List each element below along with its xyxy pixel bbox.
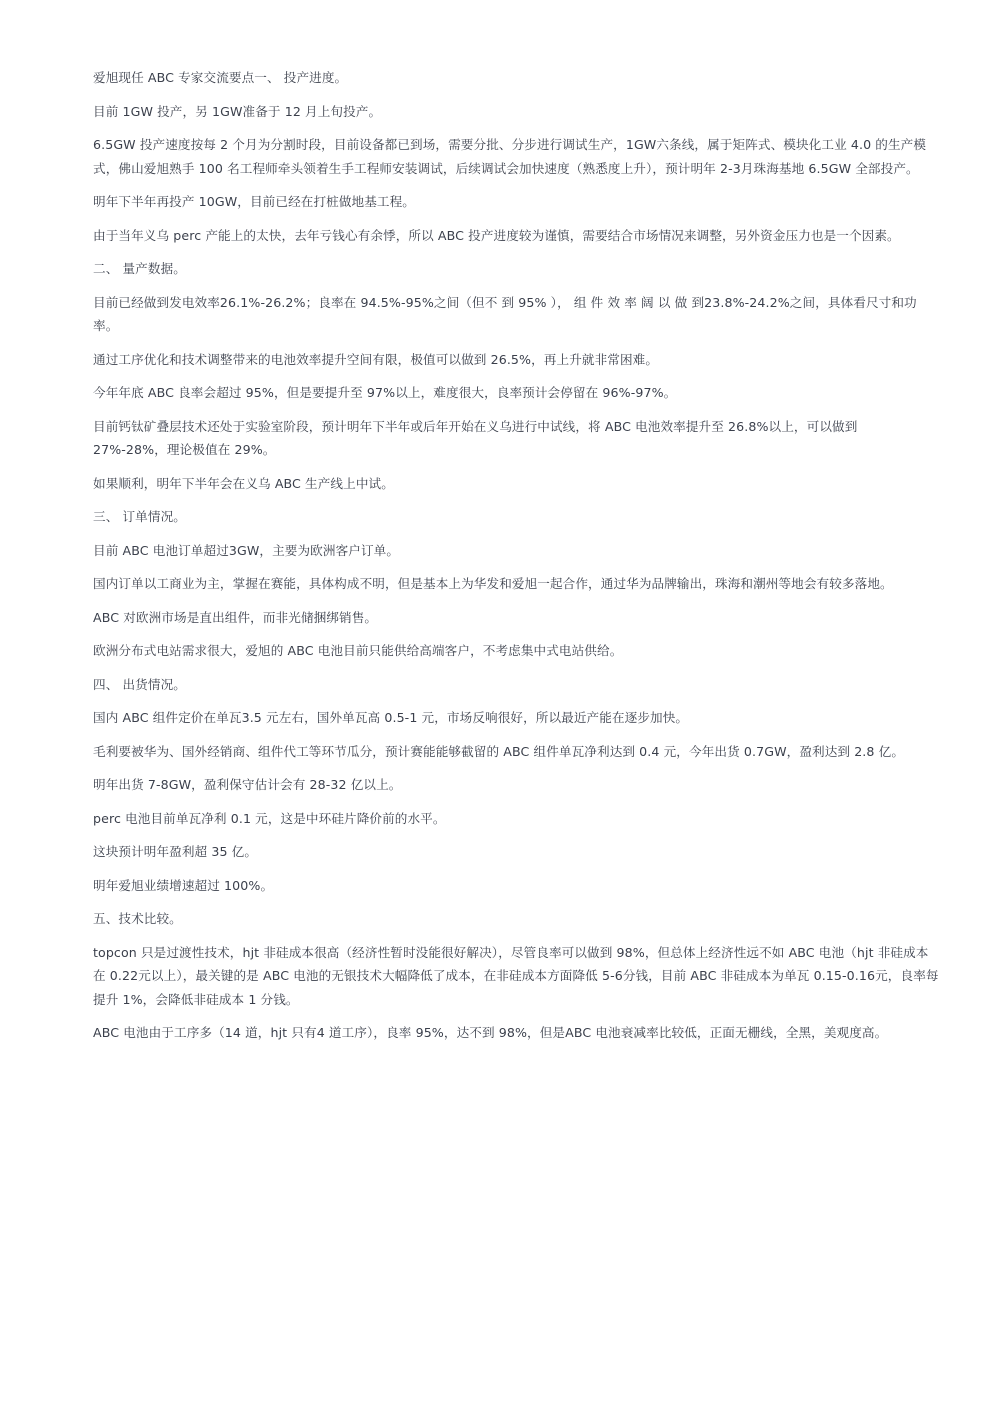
paragraph: 国内订单以工商业为主，掌握在赛能，具体构成不明，但是基本上为华发和爱旭一起合作，通过华为品牌输出，珠海和潮州等地会有较多落地。 [93,576,893,591]
paragraph: 通过工序优化和技术调整带来的电池效率提升空间有限，极值可以做到 26.5%，再上升就非常困难。 [93,351,659,367]
paragraph: 如果顺利，明年下半年会在义乌 ABC 生产线上中试。 [93,475,394,491]
section-heading: 三、 订单情况。 [93,509,186,524]
paragraph: 目前 ABC 电池订单超过3GW，主要为欧洲客户订单。 [93,542,400,558]
paragraph: 目前钙钛矿叠层技术还处于实验室阶段，预计明年下半年或后年开始在义乌进行中试线，将 ABC 电池效率提升至 26.8%以上，可以做到 27%-28%，理论极值在 29%。 [93,418,858,457]
paragraph: 欧洲分布式电站需求很大，爱旭的 ABC 电池目前只能供给高端客户，不考虑集中式电站供给。 [93,643,623,658]
paragraph-title: 爱旭现任 ABC 专家交流要点一、 投产进度。 [93,70,348,85]
paragraph: 国内 ABC 组件定价在单瓦3.5 元左右，国外单瓦高 0.5-1 元，市场反响很好，所以最近产能在逐步加快。 [93,710,689,725]
section-heading: 五、技术比较。 [93,911,182,926]
paragraph: ABC 电池由于工序多（14 道，hjt 只有4 道工序），良率 95%，达不到 98%，但是ABC 电池衰减率比较低，正面无栅线，全黑，美观度高。 [93,1025,888,1040]
paragraph: 6.5GW 投产速度按每 2 个月为分割时段，目前设备都已到场，需要分批、分步进行调试生产，1GW六条线，属于矩阵式、模块化工业 4.0 的生产模式，佛山爱旭熟手 100 名工程师牵头领着生手工程师安装调试，后续调试会加快速度（熟悉度上升），预计明年 2-3月珠海基地 6.5GW 全部投产。 [93,137,927,176]
paragraph: topcon 只是过渡性技术，hjt 非硅成本很高（经济性暂时没能很好解决），尽管良率可以做到 98%，但总体上经济性远不如 ABC 电池（hjt 非硅成本在 0.22元以上），最关键的是 ABC 电池的无银技术大幅降低了成本，在非硅成本方面降低 5-6分钱，目前 ABC 非硅成本为单瓦 0.15-0.16元，良率每提升 1%，会降低非硅成本 1 分钱。 [93,944,939,1007]
section-heading: 二、 量产数据。 [93,261,186,276]
paragraph: perc 电池目前单瓦净利 0.1 元，这是中环硅片降价前的水平。 [93,810,446,826]
paragraph: ABC 对欧洲市场是直出组件，而非光储捆绑销售。 [93,609,378,625]
paragraph: 目前 1GW 投产，另 1GW准备于 12 月上旬投产。 [93,103,382,119]
paragraph: 明年爱旭业绩增速超过 100%。 [93,877,274,893]
paragraph: 目前已经做到发电效率26.1%-26.2%；良率在 94.5%-95%之间（但不 到 95% ）， 组 件 效 率 阔 以 做 到23.8%-24.2%之间，具体看尺寸和功率。 [93,294,917,333]
paragraph: 毛利要被华为、国外经销商、组件代工等环节瓜分，预计赛能能够截留的 ABC 组件单瓦净利达到 0.4 元，今年出货 0.7GW，盈利达到 2.8 亿。 [93,743,905,759]
paragraph: 明年出货 7-8GW，盈利保守估计会有 28-32 亿以上。 [93,777,402,792]
document-body [93,66,941,1055]
paragraph: 今年年底 ABC 良率会超过 95%，但是要提升至 97%以上，难度很大，良率预计会停留在 96%-97%。 [93,385,677,400]
paragraph: 明年下半年再投产 10GW，目前已经在打桩做地基工程。 [93,194,416,209]
section-heading: 四、 出货情况。 [93,676,186,692]
paragraph: 由于当年义乌 perc 产能上的太快，去年亏钱心有余悸，所以 ABC 投产进度较为谨慎，需要结合市场情况来调整，另外资金压力也是一个因素。 [93,227,900,243]
paragraph: 这块预计明年盈利超 35 亿。 [93,844,258,859]
